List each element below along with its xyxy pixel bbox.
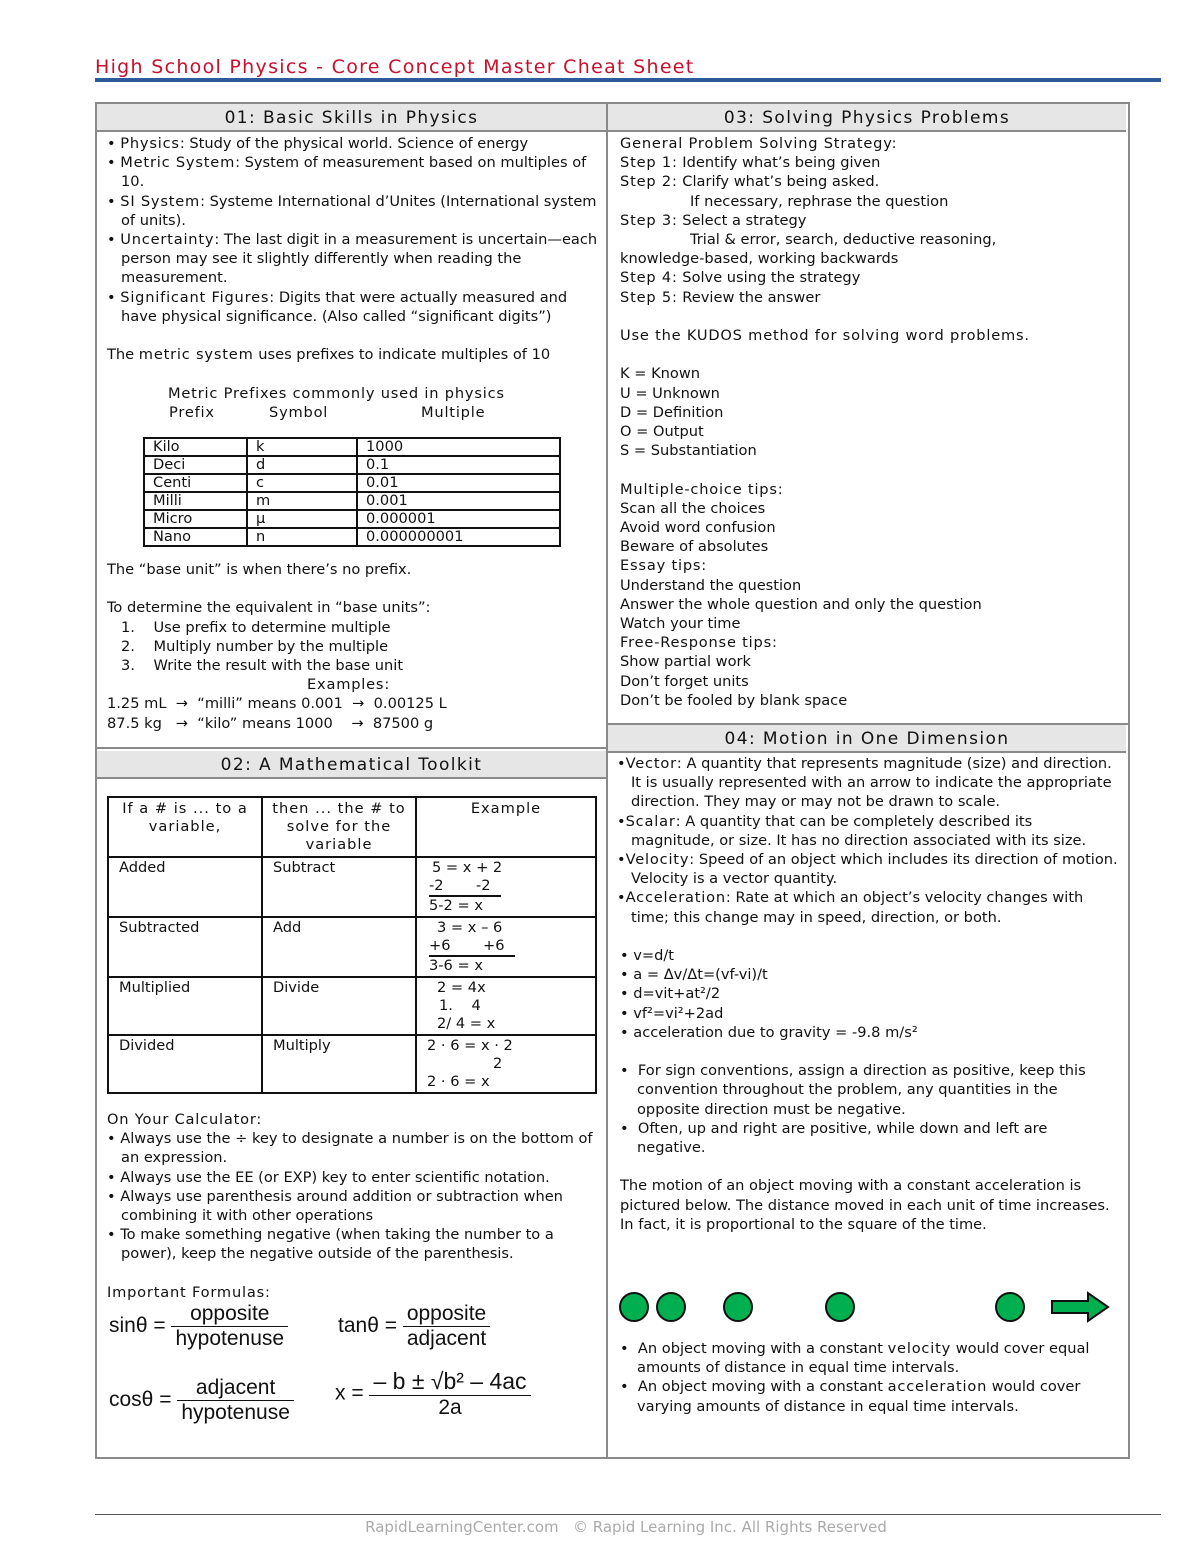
tip-item: Beware of absolutes bbox=[620, 538, 769, 556]
equation-item: • vf²=vi²+2ad bbox=[620, 1004, 724, 1022]
motion-text: The motion of an object moving with a constant acceleration is pictured below. The distance moved in each unit of time increases. In fact, it is proportional to the square of the time. bbox=[620, 1177, 1110, 1233]
final-note: • An object moving with a constant acceleration would cover varying amounts of distance in equal time intervals. bbox=[620, 1378, 1081, 1415]
formula-cosine: cosθ = $\frac{\text{adjacent}}{\text{hypotenuse}}$ bbox=[109, 1376, 294, 1425]
motion-dot bbox=[657, 1293, 685, 1321]
bullet-scalar: •Scalar: A quantity that can be completely described its magnitude, or size. It has no direction associated with its size. bbox=[617, 812, 1087, 849]
table-row: Centi c 0.01 bbox=[144, 474, 560, 492]
table-row: Micro µ 0.000001 bbox=[144, 510, 560, 528]
footer-site: RapidLearningCenter.com bbox=[365, 1518, 559, 1536]
step-item: 1. Use prefix to determine multiple bbox=[121, 618, 391, 636]
title-rule bbox=[95, 78, 1161, 82]
formula-sine: sinθ = $\frac{\text{opposite}}{\text{hypotenuse}}$ bbox=[109, 1302, 288, 1351]
motion-dot bbox=[996, 1293, 1024, 1321]
bullet-acceleration: •Acceleration: Rate at which an object’s velocity changes with time; this change may in speed, direction, or both. bbox=[617, 889, 1084, 926]
sign-note: • Often, up and right are positive, while down and left are negative. bbox=[620, 1119, 1048, 1157]
table-row: Subtracted Add 3 = x – 6 +6 +6 3-6 = x bbox=[108, 917, 596, 977]
strategy-step: Step 3: Select a strategy bbox=[620, 211, 807, 229]
metric-intro: The metric system uses prefixes to indicate multiples of 10 bbox=[107, 346, 551, 364]
calc-label: On Your Calculator: bbox=[107, 1111, 263, 1128]
column-divider bbox=[606, 102, 608, 1459]
sign-note: • For sign conventions, assign a direction as positive, keep this convention throughout the problem, any quantities in the opposite direction must be negative. bbox=[620, 1062, 1086, 1118]
section-02-heading: 02: A Mathematical Toolkit bbox=[97, 751, 606, 779]
motion-dot bbox=[620, 1293, 648, 1321]
equation-item: • acceleration due to gravity = -9.8 m/s² bbox=[620, 1023, 918, 1041]
step-item: 3. Write the result with the base unit bbox=[121, 657, 404, 675]
fr-label: Free-Response tips: bbox=[620, 634, 778, 652]
table-row: Kilo k 1000 bbox=[144, 438, 560, 456]
bullet-metric-system: • Metric System: System of measurement based on multiples of 10. bbox=[107, 154, 587, 191]
math-toolkit-table bbox=[107, 796, 597, 1094]
example-item: 87.5 kg → “kilo” means 1000 → 87500 g bbox=[107, 714, 434, 732]
table-row: Nano n 0.000000001 bbox=[144, 528, 560, 546]
strategy-step: Step 2: Clarify what’s being asked. bbox=[620, 173, 880, 191]
strategy-step-detail: Trial & error, search, deductive reasoning, bbox=[690, 231, 997, 249]
motion-dot bbox=[724, 1293, 752, 1321]
table-row: Divided Multiply 2 · 6 = x · 2 2 2 · 6 = x bbox=[108, 1035, 596, 1093]
table-row: Multiplied Divide 2 = 4x 1. 4 2/ 4 = x bbox=[108, 977, 596, 1035]
steps-intro: To determine the equivalent in “base units”: bbox=[107, 599, 431, 617]
metric-table-caption: Metric Prefixes commonly used in physics bbox=[168, 384, 505, 402]
bullet-vector: •Vector: A quantity that represents magnitude (size) and direction. It is usually represented with an arrow to indicate the appropriate direction. They may or may not be drawn to scale. bbox=[617, 755, 1112, 811]
base-unit-note: The “base unit” is when there’s no prefix. bbox=[107, 561, 412, 578]
tip-item: Don’t forget units bbox=[620, 672, 749, 690]
equation-item: • v=d/t bbox=[620, 947, 675, 965]
section-01-body bbox=[107, 134, 599, 422]
bullet-si-system: • SI System: Systeme International d’Unites (International system of units). bbox=[107, 192, 597, 229]
tip-item: Scan all the choices bbox=[620, 499, 766, 517]
example-item: 1.25 mL → “milli” means 0.001 → 0.00125 L bbox=[107, 695, 447, 713]
footer-rights: © Rapid Learning Inc. All Rights Reserved bbox=[572, 1518, 887, 1536]
tip-item: Show partial work bbox=[620, 653, 751, 671]
kudos-item: O = Output bbox=[620, 423, 704, 441]
footer bbox=[0, 1518, 1200, 1536]
bullet-uncertainty: • Uncertainty: The last digit in a measurement is uncertain—each person may see it slightly differently when reading the measurement. bbox=[107, 231, 598, 287]
formula-tangent: tanθ = $\frac{\text{opposite}}{\text{adjacent}}$ bbox=[338, 1302, 490, 1351]
kudos-item: D = Definition bbox=[620, 403, 724, 421]
section-divider-left bbox=[95, 747, 608, 749]
equation-item: • a = Δv/Δt=(vf-vi)/t bbox=[620, 966, 768, 984]
strategy-step-detail: If necessary, rephrase the question bbox=[690, 192, 949, 210]
kudos-item: K = Known bbox=[620, 365, 701, 383]
examples-label: Examples: bbox=[307, 676, 391, 694]
strategy-step-detail: knowledge-based, working backwards bbox=[620, 250, 899, 268]
strategy-step: Step 4: Solve using the strategy bbox=[620, 269, 861, 287]
formulas-label: Important Formulas: bbox=[107, 1283, 271, 1301]
section-03-body bbox=[620, 134, 1120, 710]
footer-rule bbox=[95, 1514, 1161, 1515]
section-03-heading: 03: Solving Physics Problems bbox=[608, 104, 1126, 132]
arrow-right-icon bbox=[1052, 1293, 1108, 1321]
motion-dot bbox=[826, 1293, 854, 1321]
kudos-intro: Use the KUDOS method for solving word problems. bbox=[620, 327, 1030, 345]
equation-item: • d=vit+at²/2 bbox=[620, 985, 721, 1003]
calc-tip: • Always use the ÷ key to designate a number is on the bottom of an expression. bbox=[107, 1130, 593, 1167]
calc-tip: • To make something negative (when taking the number to a power), keep the negative outside of the parenthesis. bbox=[107, 1226, 554, 1263]
page-title: High School Physics - Core Concept Master Cheat Sheet bbox=[95, 56, 695, 78]
kudos-item: S = Substantiation bbox=[620, 442, 757, 460]
strategy-step: Step 5: Review the answer bbox=[620, 288, 821, 306]
table-row: Milli m 0.001 bbox=[144, 492, 560, 510]
metric-table-headers: Prefix Symbol Multiple bbox=[169, 403, 486, 421]
kudos-item: U = Unknown bbox=[620, 384, 720, 402]
section-04-final bbox=[620, 1339, 1120, 1416]
formula-quadratic: x = $\frac{\text{– b ± √b² – 4ac}}{2a}$ bbox=[335, 1368, 531, 1420]
motion-diagram bbox=[610, 1286, 1120, 1330]
tip-item: Avoid word confusion bbox=[620, 519, 776, 537]
section-01-heading: 01: Basic Skills in Physics bbox=[97, 104, 606, 132]
calc-tip: • Always use the EE (or EXP) key to enter scientific notation. bbox=[107, 1168, 550, 1186]
table-row: Deci d 0.1 bbox=[144, 456, 560, 474]
metric-prefix-table bbox=[143, 437, 561, 547]
tip-item: Answer the whole question and only the question bbox=[620, 595, 982, 613]
tip-item: Watch your time bbox=[620, 615, 741, 633]
section-04-body bbox=[617, 754, 1120, 1234]
tip-item: Understand the question bbox=[620, 576, 802, 594]
bullet-physics: • Physics: Study of the physical world. Science of energy bbox=[107, 135, 529, 152]
strategy-label: General Problem Solving Strategy: bbox=[620, 135, 898, 152]
calc-tip: • Always use parenthesis around addition or subtraction when combining it with other operations bbox=[107, 1187, 563, 1225]
mc-label: Multiple-choice tips: bbox=[620, 480, 784, 498]
essay-label: Essay tips: bbox=[620, 557, 708, 575]
section-04-heading: 04: Motion in One Dimension bbox=[608, 725, 1126, 753]
step-item: 2. Multiply number by the multiple bbox=[121, 637, 389, 655]
strategy-step: Step 1: Identify what’s being given bbox=[620, 154, 881, 172]
section-01-lower bbox=[107, 560, 599, 733]
final-note: • An object moving with a constant velocity would cover equal amounts of distance in equal time intervals. bbox=[620, 1340, 1090, 1377]
tip-item: Don’t be fooled by blank space bbox=[620, 691, 848, 709]
bullet-sig-figs: • Significant Figures: Digits that were actually measured and have physical significance. (Also called “significant digits”) bbox=[107, 288, 568, 325]
calculator-tips bbox=[107, 1110, 599, 1302]
table-row: Added Subtract 5 = x + 2 -2 -2 5-2 = x bbox=[108, 857, 596, 917]
table-header-row: If a # is ... to a variable, then ... the # to solve for the variable Example bbox=[108, 797, 596, 857]
bullet-velocity: •Velocity: Speed of an object which includes its direction of motion. Velocity is a vector quantity. bbox=[617, 851, 1118, 888]
